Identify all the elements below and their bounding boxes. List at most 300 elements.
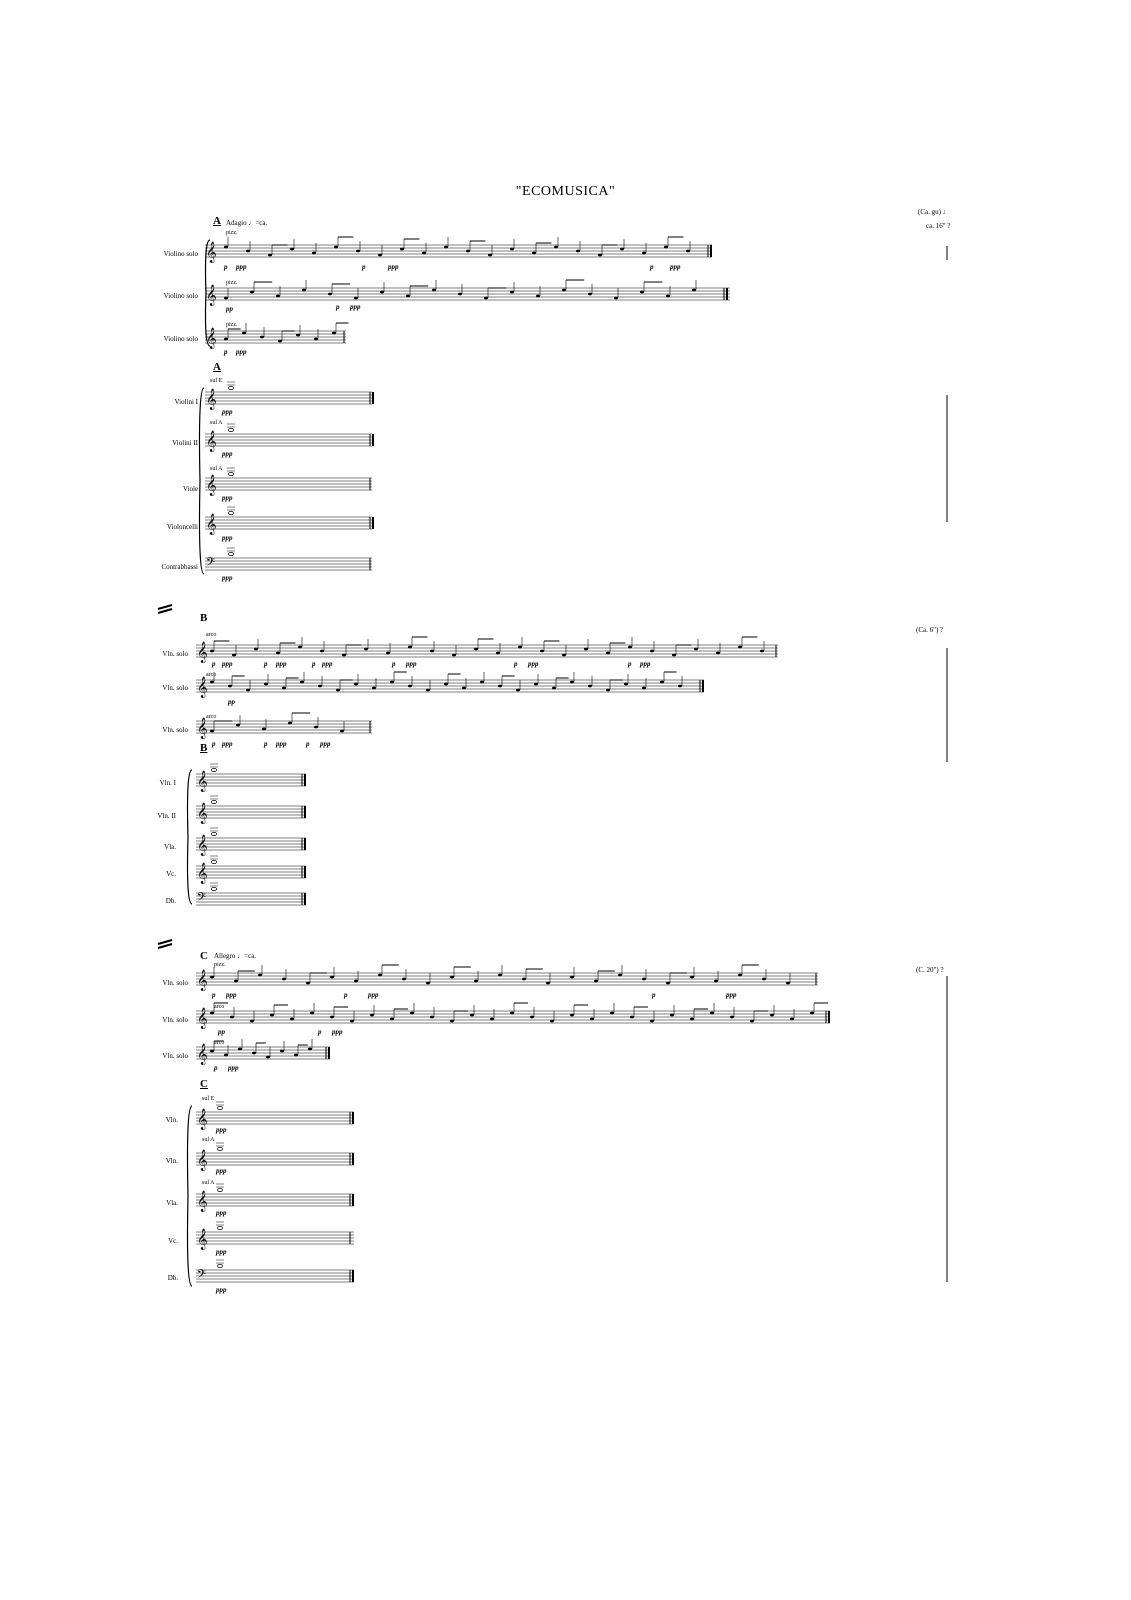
- notehead: [264, 683, 268, 686]
- notehead: [210, 681, 214, 684]
- treble-clef-icon: 𝄞: [206, 475, 217, 496]
- playing-c-1: pizz.: [214, 962, 226, 968]
- treble-clef-icon: 𝄞: [197, 1008, 208, 1029]
- instrument-label-b-solo-3: Vln. solo: [162, 726, 188, 734]
- tutti-dynamic-a-1: ppp: [222, 408, 233, 416]
- dynamic-ppp: ppp: [528, 660, 539, 668]
- notehead: [308, 1048, 312, 1051]
- notehead: [402, 978, 406, 981]
- notehead: [444, 246, 448, 249]
- notehead: [378, 974, 382, 977]
- notehead: [570, 1014, 574, 1017]
- dynamic-ppp: ppp: [332, 1028, 343, 1036]
- playing-c-2: arco: [214, 1004, 225, 1010]
- notehead: [462, 687, 466, 690]
- notehead: [530, 1016, 534, 1019]
- notehead: [738, 974, 742, 977]
- dynamic-p: p: [336, 303, 340, 311]
- notehead: [614, 297, 618, 300]
- notehead: [390, 681, 394, 684]
- rehearsal-mark-b: B: [200, 612, 208, 624]
- notehead: [760, 650, 764, 653]
- notehead: [290, 1018, 294, 1021]
- rehearsal-mark-a: A: [213, 215, 221, 227]
- tutti-dynamic-c-5: ppp: [216, 1286, 227, 1294]
- harmonic-note: [229, 386, 234, 389]
- notehead: [666, 295, 670, 298]
- notehead: [750, 1020, 754, 1023]
- page-title: "ECOMUSICA": [515, 184, 616, 199]
- notehead: [642, 978, 646, 981]
- notehead: [606, 689, 610, 692]
- notehead: [670, 1014, 674, 1017]
- notehead: [694, 648, 698, 651]
- notehead: [458, 293, 462, 296]
- notehead: [450, 1020, 454, 1023]
- notehead: [230, 1016, 234, 1019]
- instrument-label-a-tutti-4: Violoncelli: [166, 523, 198, 531]
- notehead: [378, 254, 382, 257]
- notehead: [624, 683, 628, 686]
- instrument-label-b-tutti-4: Vc.: [166, 870, 176, 878]
- dynamic-ppp: ppp: [236, 263, 247, 271]
- dynamic-p: p: [652, 991, 656, 999]
- notehead: [540, 650, 544, 653]
- notehead: [276, 652, 280, 655]
- notehead: [252, 1052, 256, 1055]
- instrument-label-a-tutti-5: Contrabbassi: [161, 563, 198, 571]
- treble-clef-icon: 𝄞: [206, 285, 217, 306]
- notehead: [672, 654, 676, 657]
- harmonic-note: [212, 800, 217, 803]
- notehead: [474, 648, 478, 651]
- notehead: [488, 254, 492, 257]
- dynamic-p: p: [212, 991, 216, 999]
- instrument-label-a-solo-2: Violino solo: [163, 292, 198, 300]
- tutti-mark-b: B: [200, 742, 208, 754]
- tutti-dynamic-a-2: ppp: [222, 450, 233, 458]
- treble-clef-icon: 𝄞: [197, 835, 208, 856]
- notehead: [660, 681, 664, 684]
- instrument-label-b-tutti-3: Vla.: [164, 843, 176, 851]
- notehead: [268, 254, 272, 257]
- notehead: [364, 648, 368, 651]
- notehead: [314, 338, 318, 341]
- notehead: [786, 982, 790, 985]
- dynamic-ppp: ppp: [350, 303, 361, 311]
- dynamic-ppp: ppp: [226, 991, 237, 999]
- notehead: [354, 980, 358, 983]
- dynamic-p: p: [650, 263, 654, 271]
- notehead: [306, 982, 310, 985]
- tempo-a: Adagio ♩=ca.: [226, 219, 268, 227]
- harmonic-note: [212, 768, 217, 771]
- notehead: [610, 1012, 614, 1015]
- double-slash-icon: [158, 605, 172, 609]
- double-slash-icon: [158, 944, 172, 948]
- notehead: [302, 289, 306, 292]
- notehead: [262, 728, 266, 731]
- playing-b-3: arco: [206, 714, 217, 720]
- notehead: [266, 1056, 270, 1059]
- instrument-label-a-tutti-2: Violini II: [172, 439, 198, 447]
- treble-clef-icon: 𝄞: [206, 328, 217, 349]
- harmonic-note: [218, 1106, 223, 1109]
- notehead: [630, 1016, 634, 1019]
- instrument-label-c-solo-2: Vln. solo: [162, 1016, 188, 1024]
- harmonic-note: [212, 860, 217, 863]
- instrument-label-a-solo-1: Violino solo: [163, 250, 198, 258]
- playing-a-2: pizz.: [226, 280, 238, 286]
- notehead: [270, 1014, 274, 1017]
- notehead: [496, 652, 500, 655]
- notehead: [408, 646, 412, 649]
- notehead: [314, 726, 318, 729]
- dynamic-p: p: [212, 660, 216, 668]
- harmonic-note: [212, 887, 217, 890]
- notehead: [484, 297, 488, 300]
- notehead: [642, 687, 646, 690]
- dynamic-ppp: ppp: [322, 660, 333, 668]
- system-bracket: [188, 770, 193, 904]
- notehead: [536, 295, 540, 298]
- treble-clef-icon: 𝄞: [197, 1191, 208, 1212]
- duration-note-c: (C. 20") ?: [916, 966, 944, 974]
- notehead: [372, 687, 376, 690]
- notehead: [224, 338, 228, 341]
- treble-clef-icon: 𝄞: [197, 803, 208, 824]
- harmonic-note: [218, 1264, 223, 1267]
- notehead: [562, 289, 566, 292]
- dynamic-p: p: [392, 660, 396, 668]
- dynamic-p: p: [628, 660, 632, 668]
- string-a-2: sul A: [210, 420, 223, 426]
- notehead: [356, 250, 360, 253]
- notehead: [510, 291, 514, 294]
- notehead: [640, 291, 644, 294]
- notehead: [790, 1018, 794, 1021]
- dynamic-pp: pp: [226, 305, 233, 313]
- dynamic-ppp: ppp: [276, 660, 287, 668]
- dynamic-p: p: [214, 1064, 218, 1072]
- notehead: [620, 248, 624, 251]
- notehead: [210, 1050, 214, 1053]
- notehead: [470, 1014, 474, 1017]
- notehead: [312, 252, 316, 255]
- notehead: [554, 246, 558, 249]
- notehead: [692, 289, 696, 292]
- instrument-label-c-solo-3: Vln. solo: [162, 1052, 188, 1060]
- dynamic-p: p: [306, 740, 310, 748]
- tutti-dynamic-c-3: ppp: [216, 1209, 227, 1217]
- playing-b-2: arco: [206, 672, 217, 678]
- notehead: [518, 646, 522, 649]
- instrument-label-b-solo-1: Vln. solo: [162, 650, 188, 658]
- notehead: [238, 1048, 242, 1051]
- notehead: [276, 295, 280, 298]
- dynamic-ppp: ppp: [228, 1064, 239, 1072]
- dynamic-p: p: [224, 348, 228, 356]
- notehead: [288, 722, 292, 725]
- instrument-label-b-tutti-5: Db.: [165, 897, 176, 905]
- notehead: [650, 650, 654, 653]
- dynamic-p: p: [514, 660, 518, 668]
- instrument-label-a-tutti-1: Violini I: [174, 398, 198, 406]
- dynamic-pp: pp: [218, 1028, 225, 1036]
- instrument-label-a-solo-3: Violino solo: [163, 335, 198, 343]
- notehead: [770, 1014, 774, 1017]
- notehead: [432, 289, 436, 292]
- notehead: [210, 730, 214, 733]
- notehead: [606, 652, 610, 655]
- notehead: [280, 1050, 284, 1053]
- dynamic-ppp: ppp: [368, 991, 379, 999]
- notehead: [350, 1020, 354, 1023]
- notehead: [598, 254, 602, 257]
- playing-c-3: arco: [214, 1040, 225, 1046]
- notehead: [664, 246, 668, 249]
- notehead: [426, 689, 430, 692]
- notehead: [422, 252, 426, 255]
- notehead: [400, 248, 404, 251]
- tutti-dynamic-c-1: ppp: [216, 1126, 227, 1134]
- notehead: [250, 1020, 254, 1023]
- notehead: [562, 654, 566, 657]
- instrument-label-b-tutti-2: Vln. II: [157, 812, 176, 820]
- harmonic-note: [218, 1226, 223, 1229]
- dynamic-p: p: [212, 740, 216, 748]
- string-a-1: sul E: [210, 378, 223, 384]
- notehead: [730, 1016, 734, 1019]
- dynamic-p: p: [318, 1028, 322, 1036]
- notehead: [590, 1018, 594, 1021]
- notehead: [254, 648, 258, 651]
- dynamic-ppp: ppp: [388, 263, 399, 271]
- dynamic-p: p: [362, 263, 366, 271]
- dynamic-pp: pp: [228, 698, 235, 706]
- notehead: [510, 248, 514, 251]
- notehead: [650, 1020, 654, 1023]
- duration-note-b: (Ca. 6") ?: [916, 626, 944, 634]
- notehead: [330, 1016, 334, 1019]
- treble-clef-icon: 𝄞: [206, 389, 217, 410]
- tutti-dynamic-c-4: ppp: [216, 1248, 227, 1256]
- notehead: [234, 980, 238, 983]
- notehead: [522, 978, 526, 981]
- notehead: [588, 293, 592, 296]
- notehead: [576, 250, 580, 253]
- harmonic-note: [229, 552, 234, 555]
- treble-clef-icon: 𝄞: [197, 1229, 208, 1250]
- notehead: [642, 252, 646, 255]
- harmonic-note: [229, 428, 234, 431]
- notehead: [334, 246, 338, 249]
- notehead: [336, 689, 340, 692]
- notehead: [498, 685, 502, 688]
- notehead: [710, 1012, 714, 1015]
- double-slash-icon: [158, 609, 172, 613]
- dynamic-ppp: ppp: [640, 660, 651, 668]
- dynamic-p: p: [264, 660, 268, 668]
- notehead: [628, 646, 632, 649]
- notehead: [354, 297, 358, 300]
- notehead: [258, 974, 262, 977]
- instrument-label-a-tutti-3: Viole: [182, 485, 198, 493]
- dynamic-p: p: [264, 740, 268, 748]
- notehead: [466, 250, 470, 253]
- instrument-label-b-solo-2: Vln. solo: [162, 684, 188, 692]
- notehead: [444, 683, 448, 686]
- dynamic-ppp: ppp: [320, 740, 331, 748]
- notehead: [354, 683, 358, 686]
- notehead: [408, 685, 412, 688]
- notehead: [224, 1054, 228, 1057]
- treble-clef-icon: 𝄞: [197, 718, 208, 739]
- notehead: [686, 250, 690, 253]
- notehead: [296, 334, 300, 337]
- bass-clef-icon: 𝄢: [197, 1268, 207, 1284]
- notehead: [320, 650, 324, 653]
- notehead: [510, 1012, 514, 1015]
- tutti-mark-c: C: [200, 1078, 208, 1090]
- harmonic-note: [229, 511, 234, 514]
- notehead: [246, 689, 250, 692]
- notehead: [290, 248, 294, 251]
- dynamic-p: p: [224, 263, 228, 271]
- notehead: [224, 246, 228, 249]
- notehead: [678, 685, 682, 688]
- instrument-label-c-tutti-3: Vla.: [166, 1199, 178, 1207]
- playing-b-1: arco: [206, 632, 217, 638]
- dynamic-ppp: ppp: [276, 740, 287, 748]
- notehead: [300, 681, 304, 684]
- notehead: [546, 982, 550, 985]
- notehead: [210, 1012, 214, 1015]
- treble-clef-icon: 𝄞: [206, 242, 217, 263]
- harmonic-note: [229, 472, 234, 475]
- notehead: [594, 980, 598, 983]
- notehead: [250, 291, 254, 294]
- notehead: [570, 976, 574, 979]
- notehead: [332, 332, 336, 335]
- notehead: [390, 1018, 394, 1021]
- notehead: [298, 646, 302, 649]
- notehead: [532, 252, 536, 255]
- instrument-label-c-tutti-2: Vln.: [165, 1157, 178, 1165]
- notehead: [550, 1020, 554, 1023]
- treble-clef-icon: 𝄞: [197, 1044, 208, 1065]
- treble-clef-icon: 𝄞: [197, 863, 208, 884]
- notehead: [380, 291, 384, 294]
- dynamic-p: p: [312, 660, 316, 668]
- notehead: [584, 648, 588, 651]
- notehead: [406, 295, 410, 298]
- notehead: [282, 687, 286, 690]
- treble-clef-icon: 𝄞: [206, 514, 217, 535]
- duration-note-a-1: (Ca. gu) ♩: [918, 208, 950, 216]
- notehead: [570, 681, 574, 684]
- string-c-3: sul A: [202, 1180, 215, 1186]
- instrument-label-c-tutti-1: Vln.: [165, 1116, 178, 1124]
- system-bracket: [200, 388, 205, 574]
- treble-clef-icon: 𝄞: [197, 642, 208, 663]
- notehead: [516, 689, 520, 692]
- notehead: [474, 980, 478, 983]
- notehead: [228, 685, 232, 688]
- dynamic-ppp: ppp: [406, 660, 417, 668]
- playing-a-3: pizz.: [226, 322, 238, 328]
- dynamic-ppp: ppp: [222, 740, 233, 748]
- dynamic-ppp: ppp: [670, 263, 681, 271]
- notehead: [370, 1014, 374, 1017]
- notehead: [330, 976, 334, 979]
- instrument-label-b-tutti-1: Vln. I: [159, 779, 176, 787]
- string-a-3: sul A: [210, 466, 223, 472]
- notehead: [342, 654, 346, 657]
- notehead: [498, 974, 502, 977]
- notehead: [242, 332, 246, 335]
- string-c-2: sul A: [202, 1137, 215, 1143]
- notehead: [534, 683, 538, 686]
- notehead: [310, 1012, 314, 1015]
- notehead: [762, 978, 766, 981]
- notehead: [340, 730, 344, 733]
- notehead: [278, 340, 282, 343]
- tempo-c: Allegro ♩=ca.: [214, 952, 257, 960]
- treble-clef-icon: 𝄞: [197, 677, 208, 698]
- notehead: [690, 1018, 694, 1021]
- notehead: [452, 654, 456, 657]
- playing-a-1: pizz.: [226, 230, 238, 236]
- notehead: [714, 980, 718, 983]
- notehead: [738, 646, 742, 649]
- notehead: [210, 976, 214, 979]
- notehead: [236, 724, 240, 727]
- harmonic-note: [218, 1147, 223, 1150]
- notehead: [246, 250, 250, 253]
- duration-note-a-2: ca. 16" ?: [926, 222, 951, 230]
- notehead: [552, 687, 556, 690]
- notehead: [210, 650, 214, 653]
- tutti-dynamic-c-2: ppp: [216, 1167, 227, 1175]
- notehead: [690, 976, 694, 979]
- tutti-dynamic-a-3: ppp: [222, 494, 233, 502]
- notehead: [232, 654, 236, 657]
- treble-clef-icon: 𝄞: [197, 970, 208, 991]
- bass-clef-icon: 𝄢: [197, 891, 207, 907]
- notehead: [588, 685, 592, 688]
- notehead: [480, 681, 484, 684]
- notehead: [716, 652, 720, 655]
- notehead: [260, 336, 264, 339]
- notehead: [490, 1018, 494, 1021]
- notehead: [430, 650, 434, 653]
- notehead: [328, 293, 332, 296]
- double-slash-icon: [158, 940, 172, 944]
- tutti-mark-a: A: [213, 361, 221, 373]
- instrument-label-c-solo-1: Vln. solo: [162, 979, 188, 987]
- dynamic-ppp: ppp: [726, 991, 737, 999]
- notehead: [450, 976, 454, 979]
- notehead: [294, 1054, 298, 1057]
- tutti-dynamic-a-5: ppp: [222, 574, 233, 582]
- treble-clef-icon: 𝄞: [197, 1109, 208, 1130]
- notehead: [318, 685, 322, 688]
- notehead: [430, 1016, 434, 1019]
- notehead: [282, 978, 286, 981]
- system-bracket: [188, 1106, 193, 1286]
- notehead: [666, 982, 670, 985]
